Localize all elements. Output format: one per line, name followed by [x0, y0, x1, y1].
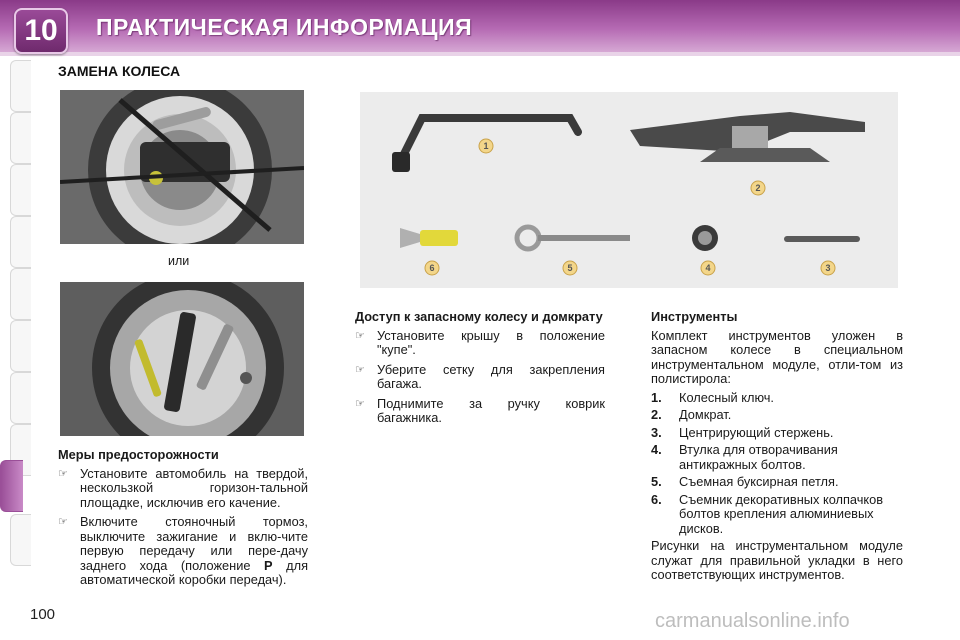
precautions-section: [58, 448, 308, 593]
callout-3: [821, 261, 835, 275]
tools-section: [651, 310, 903, 587]
tools-title: Инструменты: [651, 309, 738, 324]
spare-wheel-photo-top: [60, 90, 304, 244]
callout-1: [479, 139, 493, 153]
page-header-title: ПРАКТИЧЕСКАЯ ИНФОРМАЦИЯ: [96, 14, 473, 40]
callout-5: [563, 261, 577, 275]
tool-item: 5. Съемная буксирная петля.: [651, 474, 839, 489]
tools-outro: Рисунки на инструментальном модуле служат для правильной укладки в него соответствующих инструментов.: [651, 538, 903, 582]
chapter-tab[interactable]: [10, 514, 31, 566]
chapter-number-badge: 10: [14, 8, 68, 54]
precautions-title: Меры предосторожности: [58, 447, 219, 462]
tools-illustration: [360, 92, 898, 288]
tool-item: 2. Домкрат.: [651, 407, 732, 422]
chapter-tab-active[interactable]: [0, 460, 23, 512]
chapter-tab[interactable]: [10, 320, 31, 372]
precaution-item: ☞ Включите стояночный тормоз, выключите зажигание и вклю-чите первую передачу или пере-дачу заднего хода (положение P для автоматической коробки передач).: [58, 514, 309, 587]
access-section: [355, 310, 605, 431]
chapter-tab[interactable]: [10, 268, 31, 320]
tools-intro: Комплект инструментов уложен в запасном колесе в специальном инструментальном модуле, отли-том из полистирола:: [651, 327, 903, 386]
svg-text:3: 3: [825, 263, 831, 273]
callout-4: [701, 261, 715, 275]
pointing-hand-icon: ☞: [355, 397, 365, 410]
svg-text:4: 4: [705, 263, 711, 273]
pointing-hand-icon: ☞: [355, 329, 365, 342]
chapter-tab[interactable]: [10, 164, 31, 216]
gear-position-letter: P: [264, 557, 273, 573]
or-label: или: [168, 254, 190, 268]
svg-text:6: 6: [429, 263, 435, 273]
tool-item: 1. Колесный ключ.: [651, 389, 774, 405]
access-title: Доступ к запасному колесу и домкрату: [355, 309, 603, 324]
tool-item: 6. Съемник декоративных колпачков болтов крепления алюминиевых дисков.: [651, 491, 884, 536]
pointing-hand-icon: ☞: [58, 467, 68, 480]
header-divider: [0, 52, 960, 56]
precaution-item: ☞ Установите автомобиль на твердой, нескользкой горизон-тальной площадке, исключив его качение.: [58, 465, 308, 510]
spare-wheel-photo-bottom: [60, 282, 304, 436]
access-item: ☞ Поднимите за ручку коврик багажника.: [355, 395, 605, 425]
svg-text:5: 5: [567, 263, 573, 273]
callout-6: [425, 261, 439, 275]
svg-text:2: 2: [755, 183, 761, 193]
chapter-tab[interactable]: [10, 372, 31, 424]
access-item: ☞ Уберите сетку для закрепления багажа.: [355, 361, 605, 391]
chapter-tab[interactable]: [10, 60, 31, 112]
tool-item: 4. Втулка для отворачивания антикражных болтов.: [651, 442, 838, 472]
tool-item: 3. Центрирующий стержень.: [651, 424, 834, 440]
page-number: 100: [30, 606, 56, 623]
chapter-side-tabs: [0, 60, 30, 580]
access-item: ☞ Установите крышу в положение "купе".: [355, 327, 605, 357]
callout-2: [751, 181, 765, 195]
svg-text:1: 1: [483, 141, 489, 151]
chapter-tab[interactable]: [10, 216, 31, 268]
pointing-hand-icon: ☞: [355, 363, 365, 376]
section-title: ЗАМЕНА КОЛЕСА: [58, 63, 181, 79]
pointing-hand-icon: ☞: [58, 516, 68, 528]
watermark: carmanualsonline.info: [655, 610, 850, 632]
chapter-tab[interactable]: [10, 112, 31, 164]
